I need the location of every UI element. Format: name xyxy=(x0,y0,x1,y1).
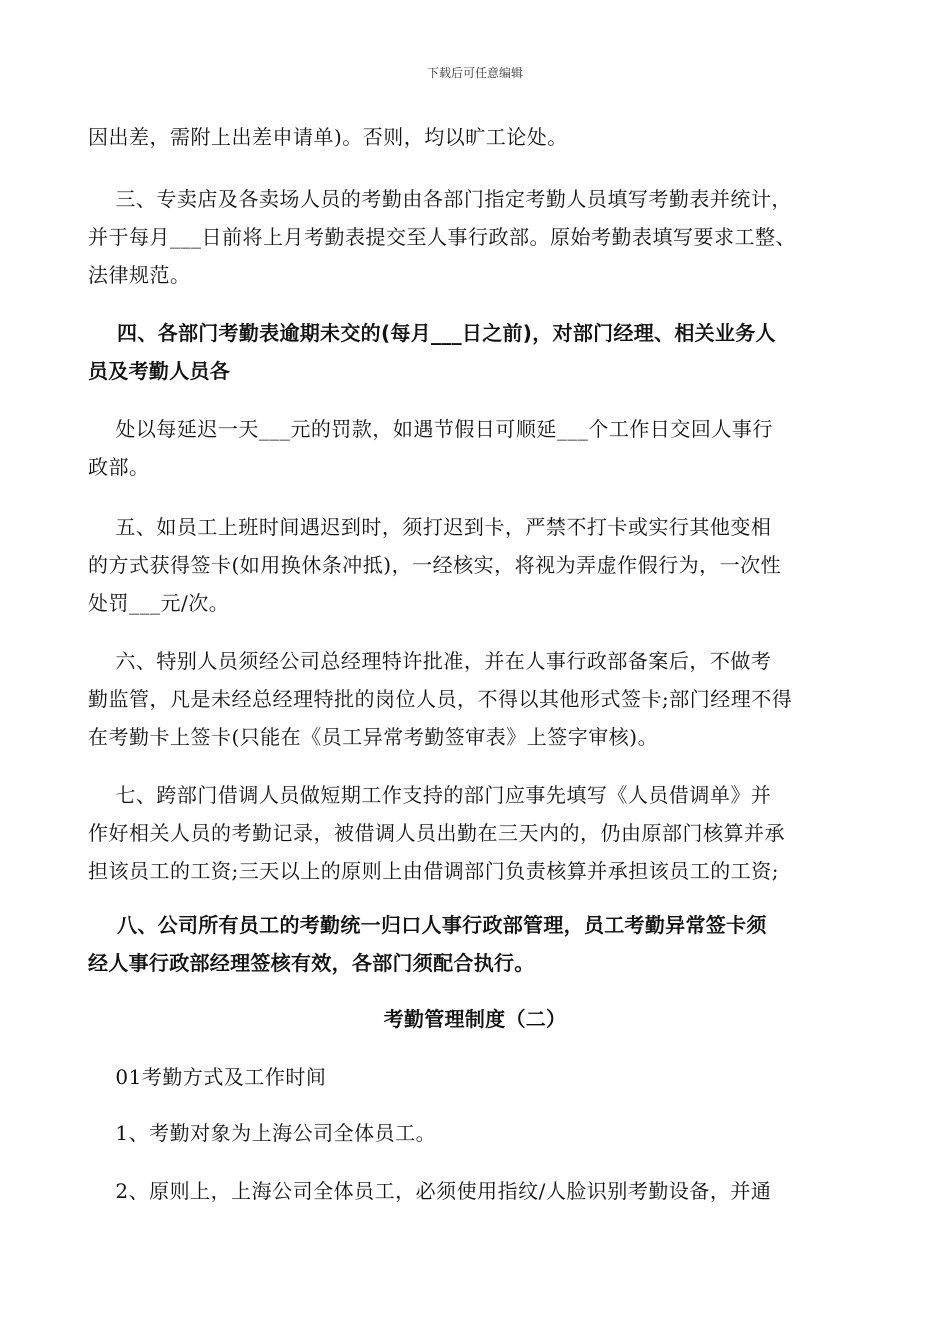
text-line: 六、特别人员须经公司总经理特许批准，并在人事行政部备案后，不做考 xyxy=(88,649,772,673)
text-line: 的方式获得签卡(如用换休条冲抵)，一经核实，将视为弄虚作假行为，一次性 xyxy=(88,553,782,577)
bold-text-line: 八、公司所有员工的考勤统一归口人事行政部管理，员工考勤异常签卡须 xyxy=(88,913,767,937)
text-line: 2、原则上，上海公司全体员工，必须使用指纹/人脸识别考勤设备，并通 xyxy=(88,1179,772,1203)
text-line: 政部。 xyxy=(88,455,150,479)
text-line: 担该员工的工资;三天以上的原则上由借调部门负责核算并承担该员工的工资; xyxy=(88,859,779,883)
text-line: 在考勤卡上签卡(只能在《员工异常考勤签审表》上签字审核)。 xyxy=(88,725,659,749)
bold-text-line: 四、各部门考勤表逾期未交的(每月___日之前)，对部门经理、相关业务人 xyxy=(88,321,776,345)
text-line: 并于每月___日前将上月考勤表提交至人事行政部。原始考勤表填写要求工整、 xyxy=(88,225,796,249)
text-line: 因出差，需附上出差申请单)。否则，均以旷工论处。 xyxy=(88,125,568,149)
text-line: 作好相关人员的考勤记录，被借调人员出勤在三天内的，仍由原部门核算并承 xyxy=(88,821,785,845)
text-line: 三、专卖店及各卖场人员的考勤由各部门指定考勤人员填写考勤表并统计， xyxy=(88,187,792,211)
text-line: 处罚___元/次。 xyxy=(88,591,230,615)
text-line: 1、考勤对象为上海公司全体员工。 xyxy=(88,1121,437,1145)
text-line: 法律规范。 xyxy=(88,263,191,287)
text-line: 七、跨部门借调人员做短期工作支持的部门应事先填写《人员借调单》并 xyxy=(88,783,772,807)
text-line: 01考勤方式及工作时间 xyxy=(88,1065,327,1089)
text-line: 处以每延迟一天___元的罚款，如遇节假日可顺延___个工作日交回人事行 xyxy=(88,417,773,441)
text-line: 五、如员工上班时间遇迟到时，须打迟到卡，严禁不打卡或实行其他变相 xyxy=(88,515,772,539)
bold-text-line: 经人事行政部经理签核有效，各部门须配合执行。 xyxy=(88,951,535,975)
section-title: 考勤管理制度（二） xyxy=(383,1007,567,1031)
bold-text-line: 员及考勤人员各 xyxy=(88,359,231,383)
text-line: 勤监管，凡是未经总经理特批的岗位人员，不得以其他形式签卡;部门经理不得 xyxy=(88,687,793,711)
page-header-note: 下载后可任意编辑 xyxy=(426,66,523,80)
